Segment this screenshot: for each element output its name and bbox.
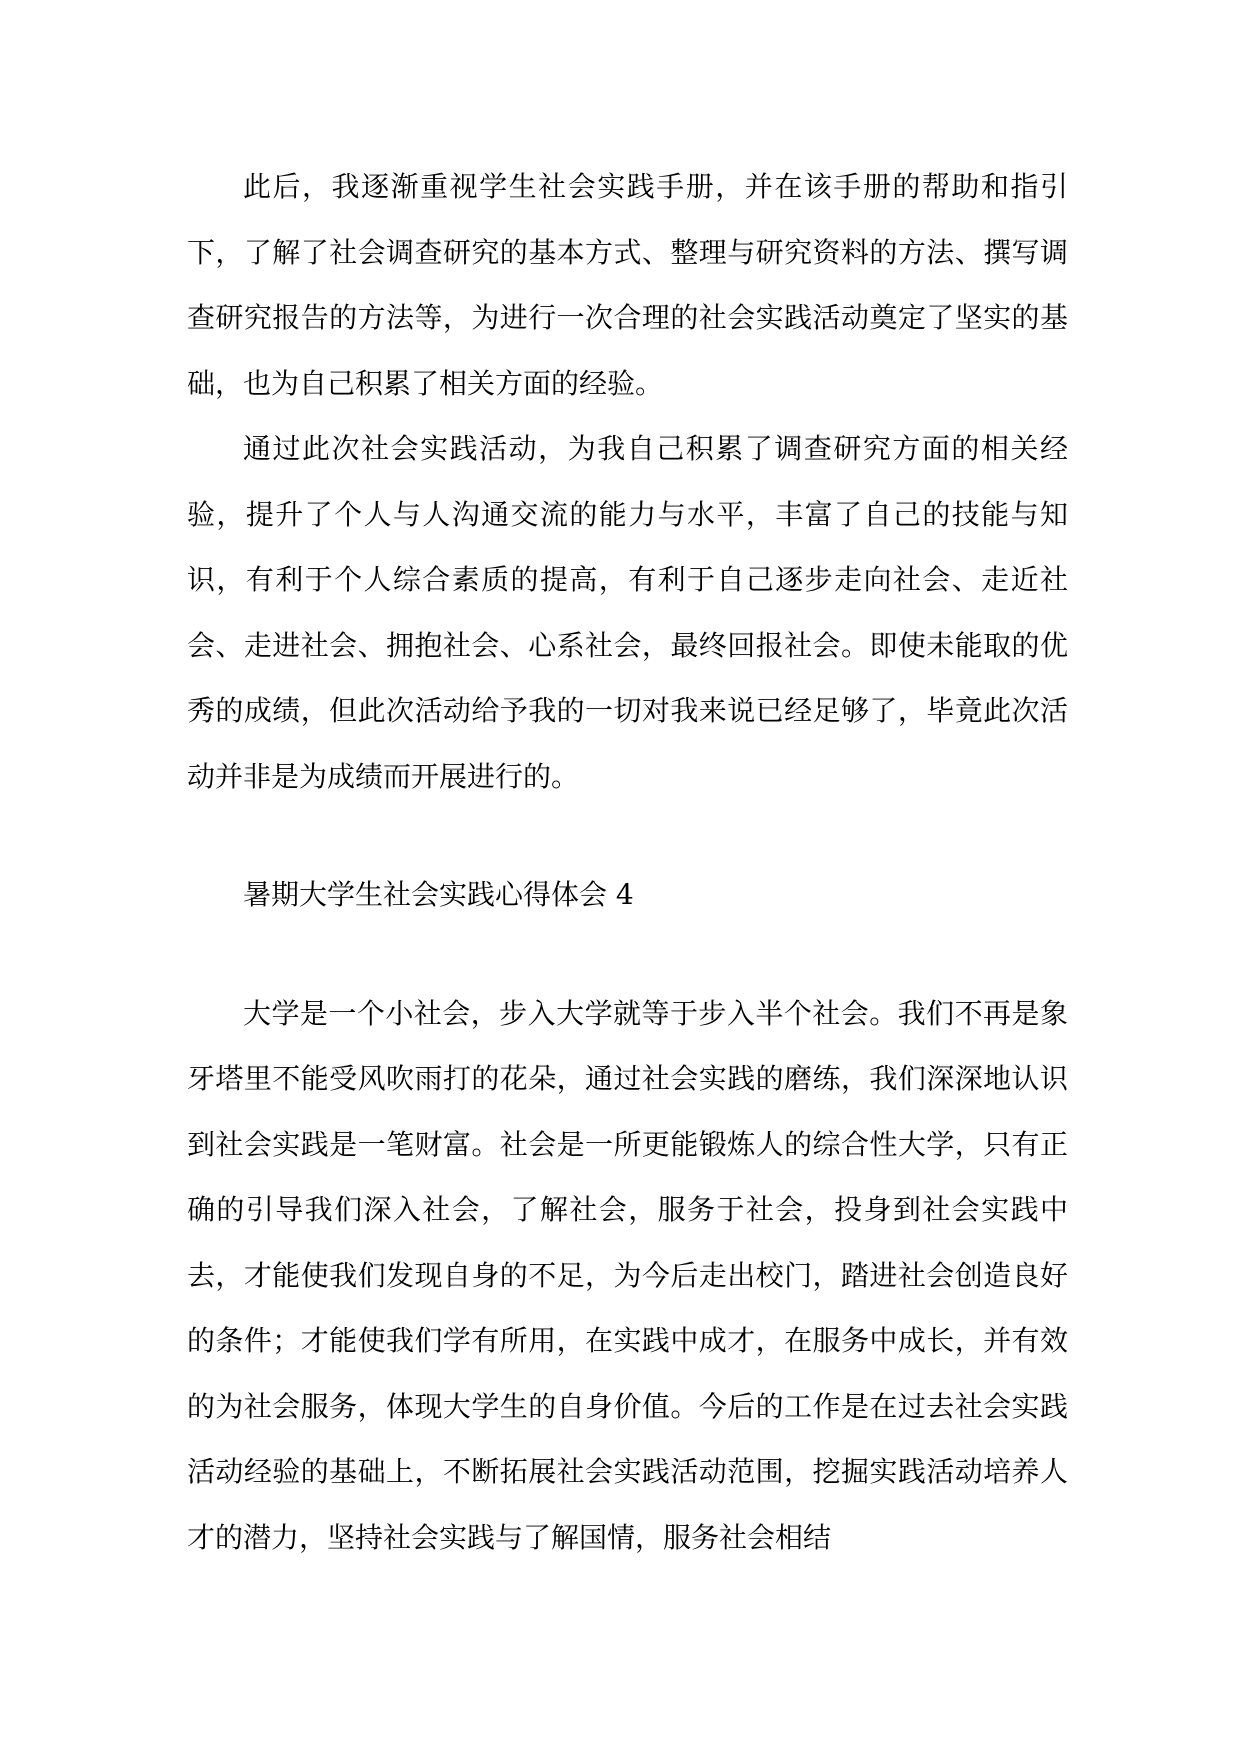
body-paragraph: 通过此次社会实践活动，为我自己积累了调查研究方面的相关经验，提升了个人与人沟通交流的能力与水平，丰富了自己的技能与知识，有利于个人综合素质的提高，有利于自己逐步走向社会、走近社会、走进社会、拥抱社会、心系社会，最终回报社会。即使未能取的优秀的成绩，但此次活动给予我的一切对我来说已经足够了，毕竟此次活动并非是为成绩而开展进行的。 [187, 432, 1068, 793]
section-heading: 暑期大学生社会实践心得体会 4 [243, 878, 634, 911]
body-paragraph: 大学是一个小社会，步入大学就等于步入半个社会。我们不再是象牙塔里不能受风吹雨打的花朵，通过社会实践的磨练，我们深深地认识到社会实践是一笔财富。社会是一所更能锻炼人的综合性大学，只有正确的引导我们深入社会，了解社会，服务于社会，投身到社会实践中去，才能使我们发现自身的不足，为今后走出校门，踏进社会创造良好的条件；才能使我们学有所用，在实践中成才，在服务中成长，并有效的为社会服务，体现大学生的自身价值。今后的工作是在过去社会实践活动经验的基础上，不断拓展社会实践活动范围，挖掘实践活动培养人才的潜力，坚持社会实践与了解国情，服务社会相结 [187, 996, 1068, 1554]
document-body [187, 154, 1068, 1570]
body-paragraph: 此后，我逐渐重视学生社会实践手册，并在该手册的帮助和指引下，了解了社会调查研究的基本方式、整理与研究资料的方法、撰写调查研究报告的方法等，为进行一次合理的社会实践活动奠定了坚实的基础，也为自己积累了相关方面的经验。 [187, 170, 1068, 400]
